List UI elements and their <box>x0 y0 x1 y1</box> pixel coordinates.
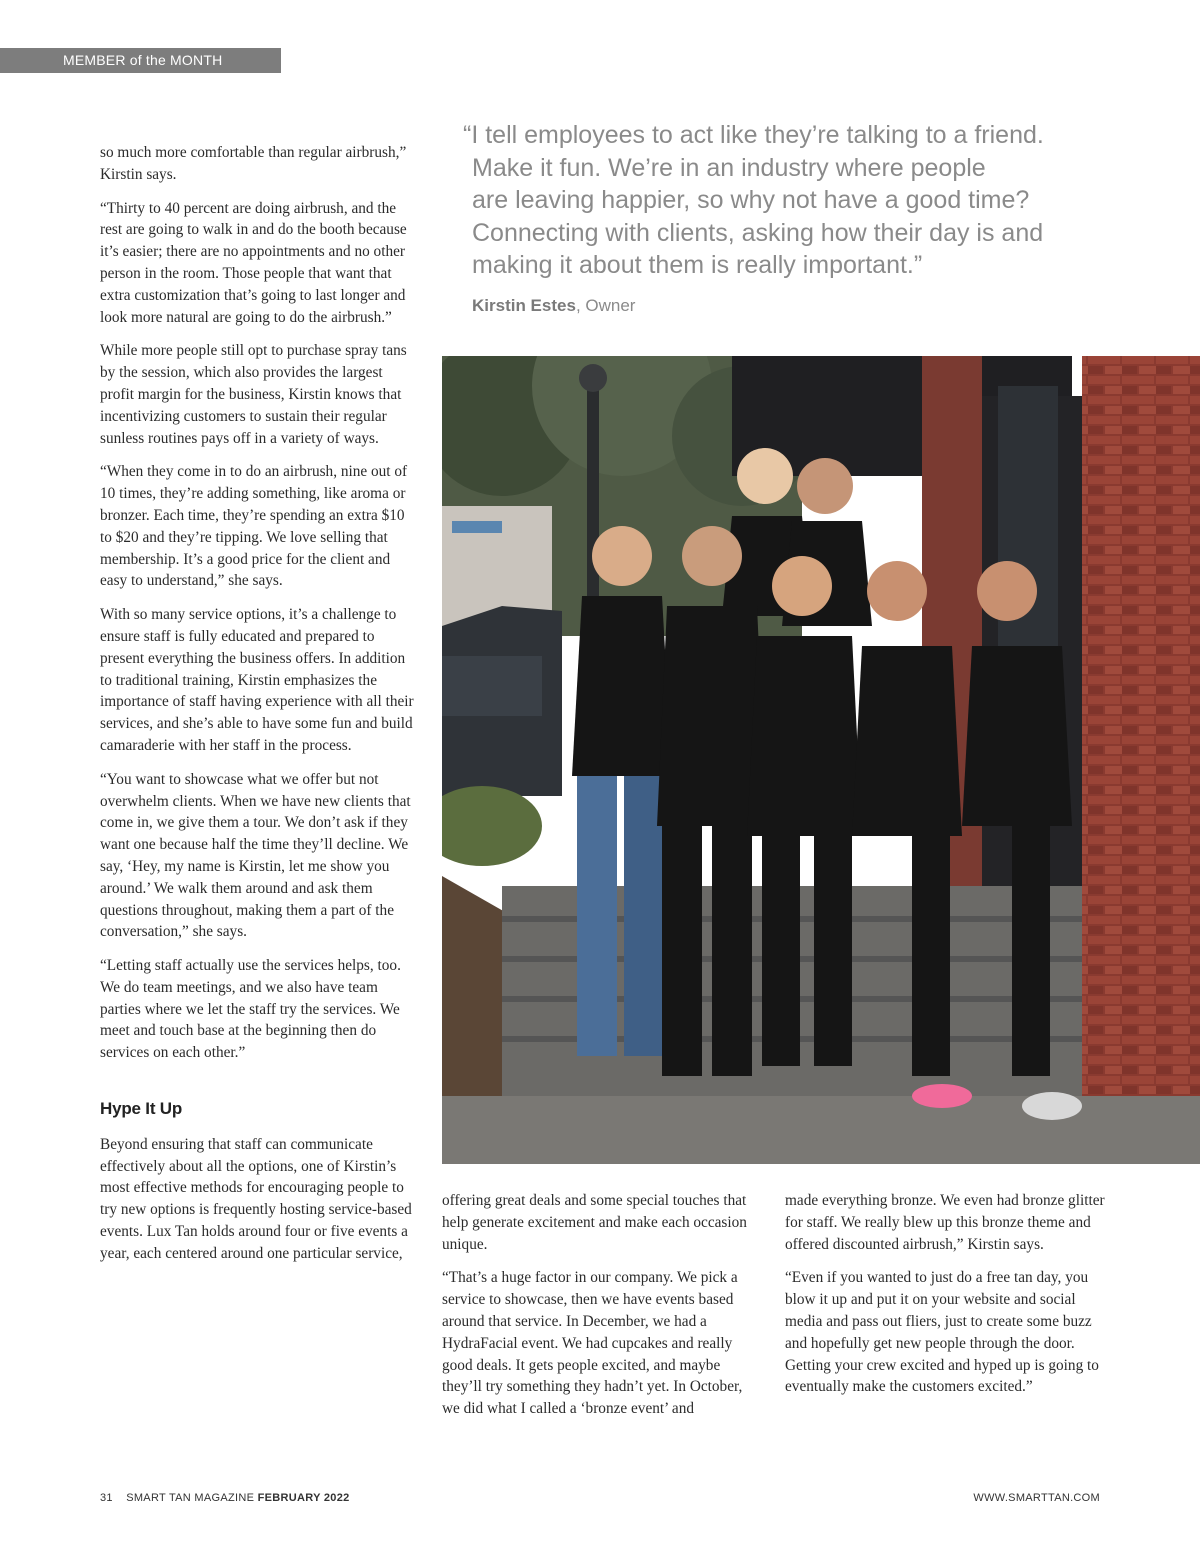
attribution-name: Kirstin Estes <box>472 296 576 315</box>
issue-date: FEBRUARY 2022 <box>257 1492 350 1504</box>
subheading: Hype It Up <box>100 1099 183 1119</box>
footer-website: WWW.SMARTTAN.COM <box>973 1492 1100 1504</box>
article-column-1 <box>100 142 418 1277</box>
paragraph: Beyond ensuring that staff can communicate effectively about all the options, one of Kirstin’s most effective methods for encouraging people to try new options is frequently hosting service-based events. Lux Tan holds around four or five events a year, each centered around one particular service, <box>100 1135 412 1262</box>
pull-quote-line: “I tell employees to act like they’re talking to a friend. <box>463 121 1044 149</box>
paragraph: While more people still opt to purchase spray tans by the session, which also provides the largest profit margin for the business, Kirstin knows that incentivizing customers to sustain their regular sunless routines pays off in a variety of ways. <box>100 342 407 447</box>
paragraph: “Thirty to 40 percent are doing airbrush, and the rest are going to walk in and do the booth because it’s easier; there are no appointments and no other person in the room. Those people that want that extra customization that’s going to last longer and look more natural are going to do the airbrush.” <box>100 199 407 326</box>
paragraph: made everything bronze. We even had bronze glitter for staff. We really blew up this bronze theme and offered discounted airbrush,” Kirstin says. <box>785 1192 1105 1253</box>
paragraph: “When they come in to do an airbrush, nine out of 10 times, they’re adding something, like aroma or bronzer. Each time, they’re spending an extra $10 to $20 and they’re tipping. We love selling that membership. It’s a good price for the client and easy to understand,” she says. <box>100 463 408 590</box>
attribution-role: , Owner <box>575 296 636 315</box>
pull-quote-line: making it about them is really important.” <box>472 251 923 279</box>
article-column-2 <box>442 1190 752 1432</box>
quote-attribution <box>472 296 635 316</box>
pull-quote-line: are leaving happier, so why not have a good time? <box>472 186 1030 214</box>
paragraph: so much more comfortable than regular airbrush,” Kirstin says. <box>100 144 407 183</box>
paragraph: “You want to showcase what we offer but not overwhelm clients. When we have new clients that come in, we give them a tour. We don’t ask if they want one because half the time they’ll decline. We say, ‘Hey, my name is Kirstin, let me show you around.’ We walk them around and ask them questions throughout, making them a part of the conversation,” she says. <box>100 770 411 941</box>
section-label: MEMBER of the MONTH <box>0 48 281 73</box>
footer-left <box>100 1492 350 1504</box>
paragraph: “That’s a huge factor in our company. We pick a service to showcase, then we have events based around that service. In December, we had a HydraFacial event. We had cupcakes and really good deals. It gets people excited, and maybe they’ll try something they hadn’t yet. In October, we did what I called a ‘bronze event’ and <box>442 1269 743 1418</box>
paragraph: “Letting staff actually use the services helps, too. We do team meetings, and we also have team parties where we let the staff try the services. We meet and touch base at the beginning then do services on each other.” <box>100 957 401 1062</box>
paragraph: offering great deals and some special touches that help generate excitement and make each occasion unique. <box>442 1192 747 1253</box>
paragraph: With so many service options, it’s a challenge to ensure staff is fully educated and prepared to present everything the business offers. In addition to traditional training, Kirstin emphasizes the importance of staff having experience with all their services, and she’s able to have some fun and build camaraderie with her staff in the process. <box>100 606 414 754</box>
pull-quote-line: Make it fun. We’re in an industry where people <box>472 153 986 182</box>
team-photo <box>442 356 1200 1164</box>
pull-quote-line: Connecting with clients, asking how their day is and <box>472 218 1044 247</box>
article-column-3 <box>785 1190 1105 1410</box>
pull-quote <box>463 119 1113 282</box>
paragraph: “Even if you wanted to just do a free tan day, you blow it up and put it on your website and social media and pass out fliers, just to create some buzz and hopefully get new people through the door. Getting your crew excited and hyped up is going to eventually make the customers excited.” <box>785 1269 1099 1396</box>
magazine-name: SMART TAN MAGAZINE <box>126 1492 255 1504</box>
page-number: 31 <box>100 1492 113 1504</box>
